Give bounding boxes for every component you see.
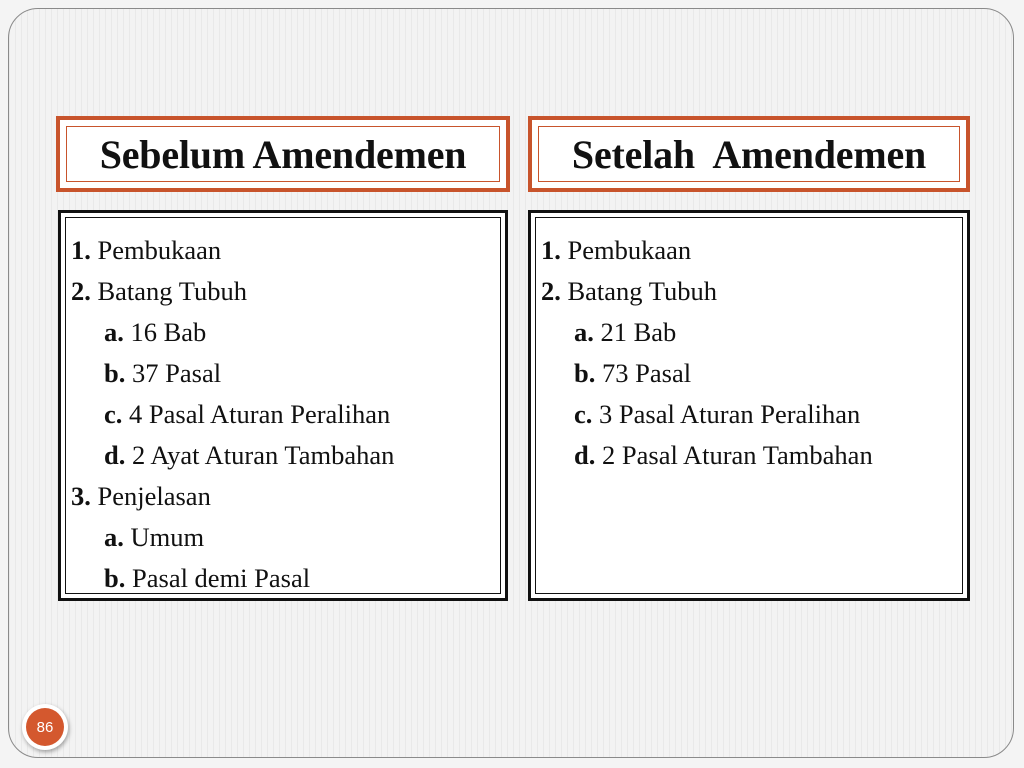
list-subitem xyxy=(541,394,962,435)
item-text: 2 Ayat Aturan Tambahan xyxy=(125,440,395,470)
item-marker: 1. xyxy=(71,235,91,265)
item-marker: d. xyxy=(574,440,596,470)
item-text: Batang Tubuh xyxy=(560,276,717,306)
item-marker: 2. xyxy=(541,276,561,306)
list-subitem xyxy=(71,312,500,353)
list-item xyxy=(71,271,500,312)
item-marker: 2. xyxy=(71,276,91,306)
item-marker: 3. xyxy=(71,481,91,511)
title-frame-after xyxy=(538,126,960,182)
list-subitem xyxy=(71,558,500,599)
item-text: 16 Bab xyxy=(123,317,207,347)
list-subitem xyxy=(71,353,500,394)
item-text: 21 Bab xyxy=(593,317,677,347)
item-text: Batang Tubuh xyxy=(90,276,247,306)
slide xyxy=(8,8,1014,758)
list-box-before xyxy=(58,210,508,601)
item-marker: d. xyxy=(104,440,126,470)
item-text: Umum xyxy=(123,522,205,552)
item-marker: c. xyxy=(104,399,123,429)
item-text: 4 Pasal Aturan Peralihan xyxy=(122,399,391,429)
page-number-badge xyxy=(22,704,68,750)
title-frame-before xyxy=(66,126,500,182)
list-item xyxy=(71,230,500,271)
list-item xyxy=(71,476,500,517)
item-marker: 1. xyxy=(541,235,561,265)
list-subitem xyxy=(71,435,500,476)
list-after xyxy=(535,217,963,594)
page-number: 86 xyxy=(36,718,54,736)
list-subitem xyxy=(541,312,962,353)
item-marker: a. xyxy=(574,317,594,347)
item-text: Pasal demi Pasal xyxy=(125,563,311,593)
item-marker: b. xyxy=(104,563,126,593)
title-box-after xyxy=(528,116,970,192)
item-text: 2 Pasal Aturan Tambahan xyxy=(595,440,873,470)
item-text: Pembukaan xyxy=(90,235,222,265)
list-item xyxy=(541,271,962,312)
list-before xyxy=(65,217,501,594)
title-before-amendment: Sebelum Amendemen xyxy=(99,131,467,177)
item-text: 3 Pasal Aturan Peralihan xyxy=(592,399,861,429)
list-subitem xyxy=(71,517,500,558)
item-marker: b. xyxy=(104,358,126,388)
item-marker: c. xyxy=(574,399,593,429)
title-after-amendment: Setelah Amendemen xyxy=(571,131,927,177)
item-text: 73 Pasal xyxy=(595,358,692,388)
list-item xyxy=(541,230,962,271)
item-marker: b. xyxy=(574,358,596,388)
item-text: Pembukaan xyxy=(560,235,692,265)
item-text: 37 Pasal xyxy=(125,358,222,388)
list-box-after xyxy=(528,210,970,601)
title-box-before xyxy=(56,116,510,192)
item-marker: a. xyxy=(104,317,124,347)
list-subitem xyxy=(71,394,500,435)
page-number-circle xyxy=(26,708,64,746)
item-marker: a. xyxy=(104,522,124,552)
list-subitem xyxy=(541,353,962,394)
list-subitem xyxy=(541,435,962,476)
item-text: Penjelasan xyxy=(90,481,211,511)
